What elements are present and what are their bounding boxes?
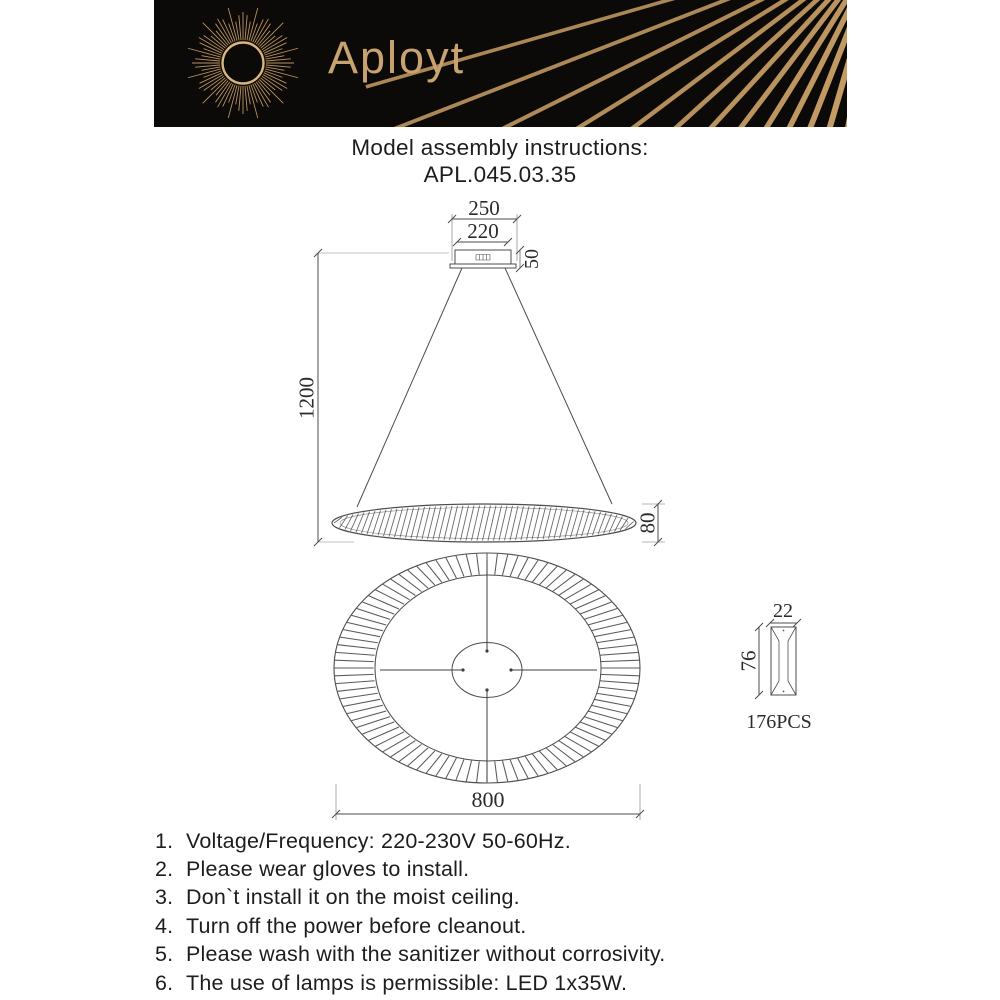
sunburst-icon bbox=[188, 8, 298, 118]
assembly-diagram bbox=[280, 195, 850, 835]
item-text: Turn off the power before cleanout. bbox=[186, 913, 527, 938]
item-text: Please wear gloves to install. bbox=[186, 857, 470, 882]
sunburst-ring bbox=[223, 43, 264, 84]
item-text: Please wash with the sanitizer without corrosivity. bbox=[186, 942, 666, 967]
item-text: The use of lamps is permissible: LED 1x35W. bbox=[186, 970, 628, 995]
item-number: 1. bbox=[155, 828, 174, 853]
dim-canopy-height-label: 50 bbox=[521, 249, 543, 269]
instruction-item bbox=[155, 855, 915, 883]
item-text: Don`t install it on the moist ceiling. bbox=[186, 885, 520, 910]
instruction-item bbox=[155, 941, 915, 969]
instruction-item bbox=[155, 912, 915, 940]
model-number: APL.045.03.35 bbox=[423, 162, 577, 187]
item-number: 2. bbox=[155, 857, 174, 882]
dim-canopy-outer-label: 250 bbox=[468, 196, 500, 220]
dim-ring-diameter-label: 800 bbox=[471, 787, 505, 812]
dim-canopy-inner-label: 220 bbox=[467, 219, 499, 243]
instructions-list bbox=[155, 827, 915, 997]
instruction-item bbox=[155, 827, 915, 855]
item-number: 3. bbox=[155, 885, 174, 910]
item-text: Voltage/Frequency: 220-230V 50-60Hz. bbox=[186, 828, 571, 853]
crystal-count-label: 176PCS bbox=[746, 711, 812, 733]
dim-suspension-height-label: 1200 bbox=[294, 377, 319, 419]
banner-decoration bbox=[154, 0, 847, 127]
dim-crystal-height-label: 76 bbox=[736, 650, 761, 672]
item-number: 6. bbox=[155, 970, 174, 995]
title-block bbox=[0, 134, 1000, 188]
item-number: 4. bbox=[155, 913, 174, 938]
instruction-item bbox=[155, 884, 915, 912]
instruction-item bbox=[155, 969, 915, 997]
brand-banner bbox=[154, 0, 847, 127]
brand-logo-text: Aployt bbox=[328, 32, 466, 83]
dim-crystal-width-label: 22 bbox=[773, 600, 793, 622]
item-number: 5. bbox=[155, 942, 174, 967]
page-title: Model assembly instructions: bbox=[351, 135, 649, 160]
dim-ring-thickness-label: 80 bbox=[635, 512, 660, 534]
